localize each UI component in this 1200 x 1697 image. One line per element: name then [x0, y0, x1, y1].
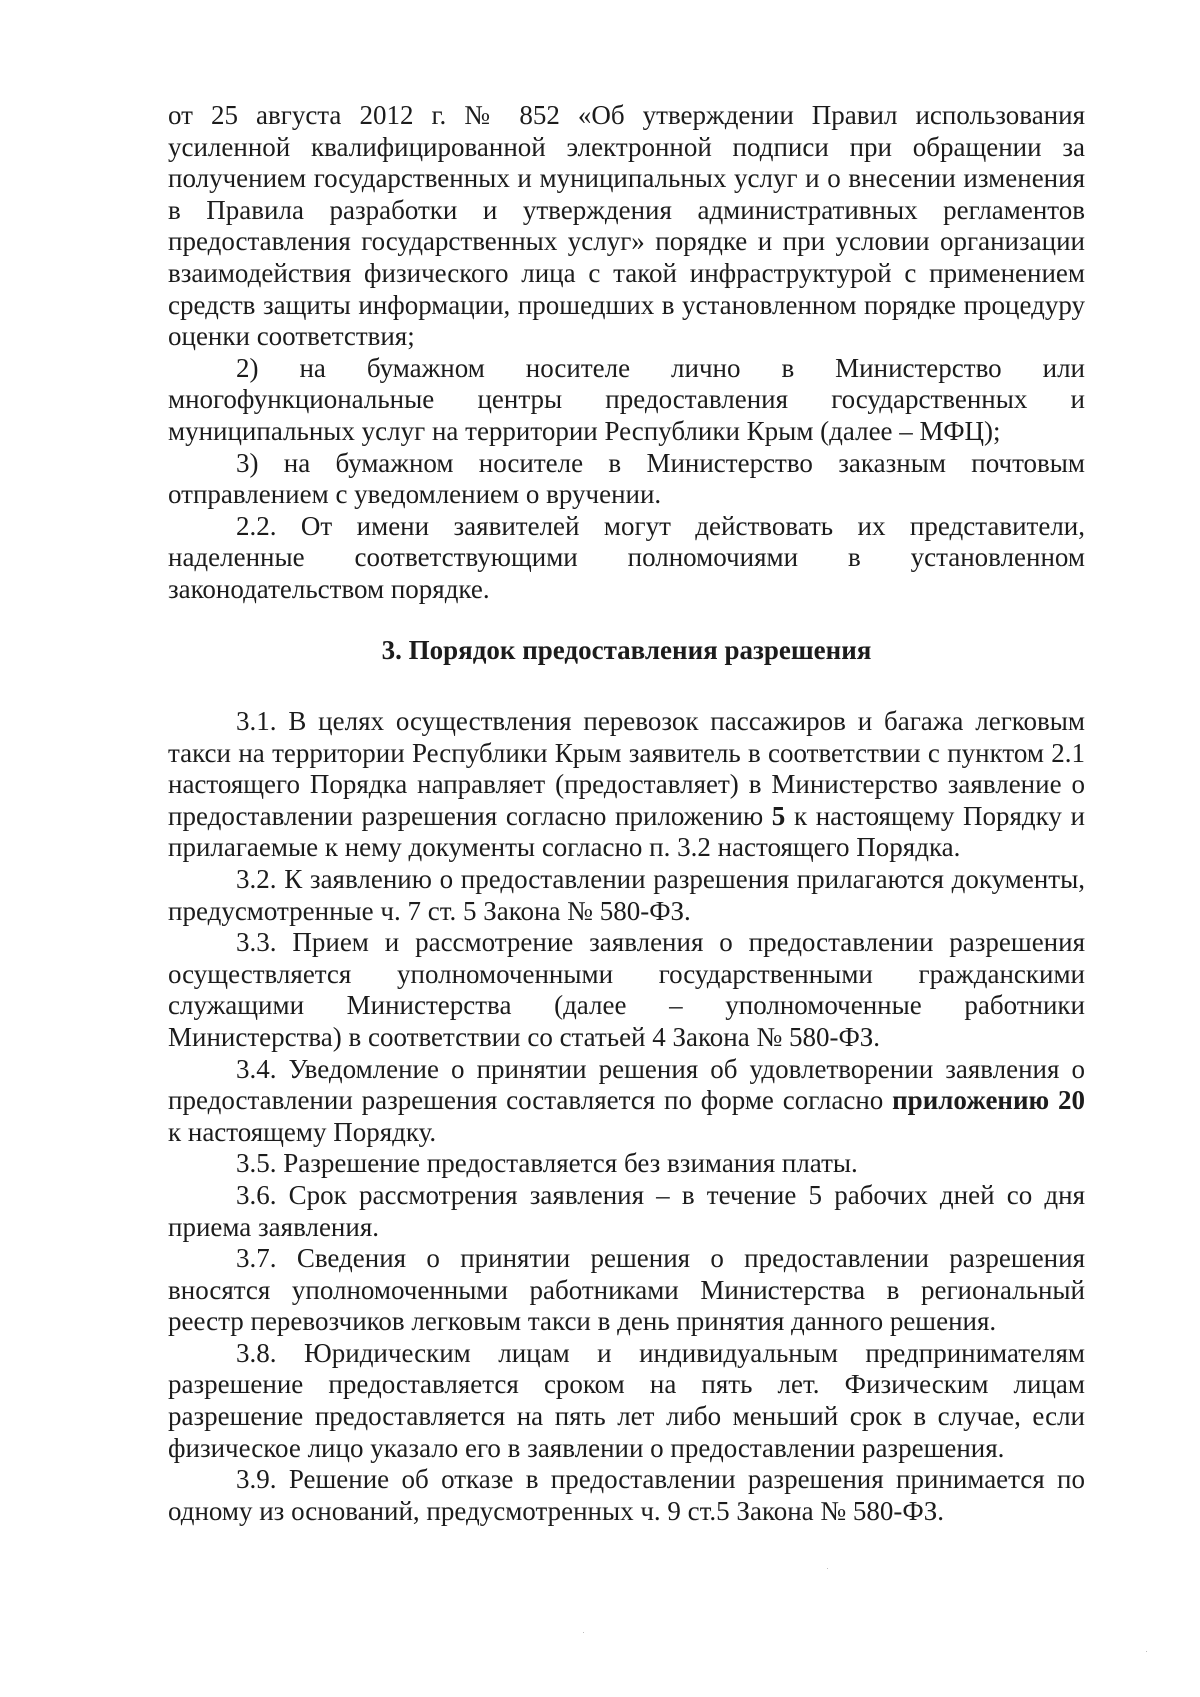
paragraph-3-4-text-b: к настоящему Порядку. — [168, 1116, 437, 1147]
paragraph-3-1 — [168, 706, 1085, 864]
paragraph-3-1-text-a: 3.1. В целях осуществления перевозок пассажиров и багажа легковым такси на территории Республики Крым заявитель в соответствии с пунктом 2.1 настоящего Порядка направляет (предоставляет) в Министерство заявление о предоставлении разрешения согласно приложению — [168, 706, 1085, 831]
paragraph-3-9: 3.9. Решение об отказе в предоставлении разрешения принимается по одному из оснований, предусмотренных ч. 9 ст.5 Закона № 580-ФЗ. — [168, 1464, 1085, 1526]
paragraph-3-4-text-a: 3.4. Уведомление о принятии решения об удовлетворении заявления о предоставлении разрешения составляется по форме согласно — [168, 1053, 1085, 1116]
paragraph-2-2: 2.2. От имени заявителей могут действовать их представители, наделенные соответствующими полномочиями в установленном законодательством порядке. — [168, 510, 1085, 604]
scan-speck — [583, 1632, 584, 1633]
paragraph-item-3: 3) на бумажном носителе в Министерство заказным почтовым отправлением с уведомлением о вручении. — [168, 447, 1085, 510]
section-3-heading: 3. Порядок предоставления разрешения — [381, 635, 872, 665]
scan-speck — [1146, 1651, 1147, 1652]
paragraph-3-1-appendix-number: 5 — [771, 800, 786, 831]
section-3-body — [168, 706, 1085, 1527]
paragraph-3-6: 3.6. Срок рассмотрения заявления – в течение 5 рабочих дней со дня приема заявления. — [168, 1179, 1085, 1242]
paragraph-3-1-text-b: к настоящему Порядку и прилагаемые к нему документы согласно п. 3.2 настоящего Порядка. — [168, 800, 1085, 863]
paragraph-3-2: 3.2. К заявлению о предоставлении разрешения прилагаются документы, предусмотренные ч. 7 ст. 5 Закона № 580-ФЗ. — [168, 863, 1085, 926]
scan-speck — [827, 1568, 828, 1569]
section-2-continuation — [168, 100, 1085, 606]
paragraph-3-5: 3.5. Разрешение предоставляется без взимания платы. — [236, 1148, 858, 1179]
paragraph-3-4-appendix-ref: приложению 20 — [892, 1085, 1085, 1116]
paragraph-3-7: 3.7. Сведения о принятии решения о предоставлении разрешения вносятся уполномоченными работниками Министерства в региональный реестр перевозчиков легковым такси в день принятия данного решения. — [168, 1243, 1085, 1337]
paragraph-continuation: от 25 августа 2012 г. № 852 «Об утверждении Правил использования усиленной квалифицированной электронной подписи при обращении за получением государственных и муниципальных услуг и о внесении изменения в Правила разработки и утверждения административных регламентов предоставления государственных услуг» порядке и при условии организации взаимодействия физического лица с такой инфраструктурой с применением средств защиты информации, прошедших в установленном порядке процедуру оценки соответствия; — [168, 100, 1085, 352]
paragraph-3-8: 3.8. Юридическим лицам и индивидуальным предпринимателям разрешение предоставляется сроком на пять лет. Физическим лицам разрешение предоставляется на пять лет либо меньший срок в случае, если физическое лицо указало его в заявлении о предоставлении разрешения. — [168, 1337, 1085, 1463]
paragraph-3-3: 3.3. Прием и рассмотрение заявления о предоставлении разрешения осуществляется уполномоченными государственными гражданскими служащими Министерства (далее – уполномоченные работники Министерства) в соответствии со статьей 4 Закона № 580-ФЗ. — [168, 927, 1085, 1052]
paragraph-item-2: 2) на бумажном носителе лично в Министерство или многофункциональные центры предоставления государственных и муниципальных услуг на территории Республики Крым (далее – МФЦ); — [168, 352, 1085, 446]
paragraph-3-4 — [168, 1054, 1085, 1149]
